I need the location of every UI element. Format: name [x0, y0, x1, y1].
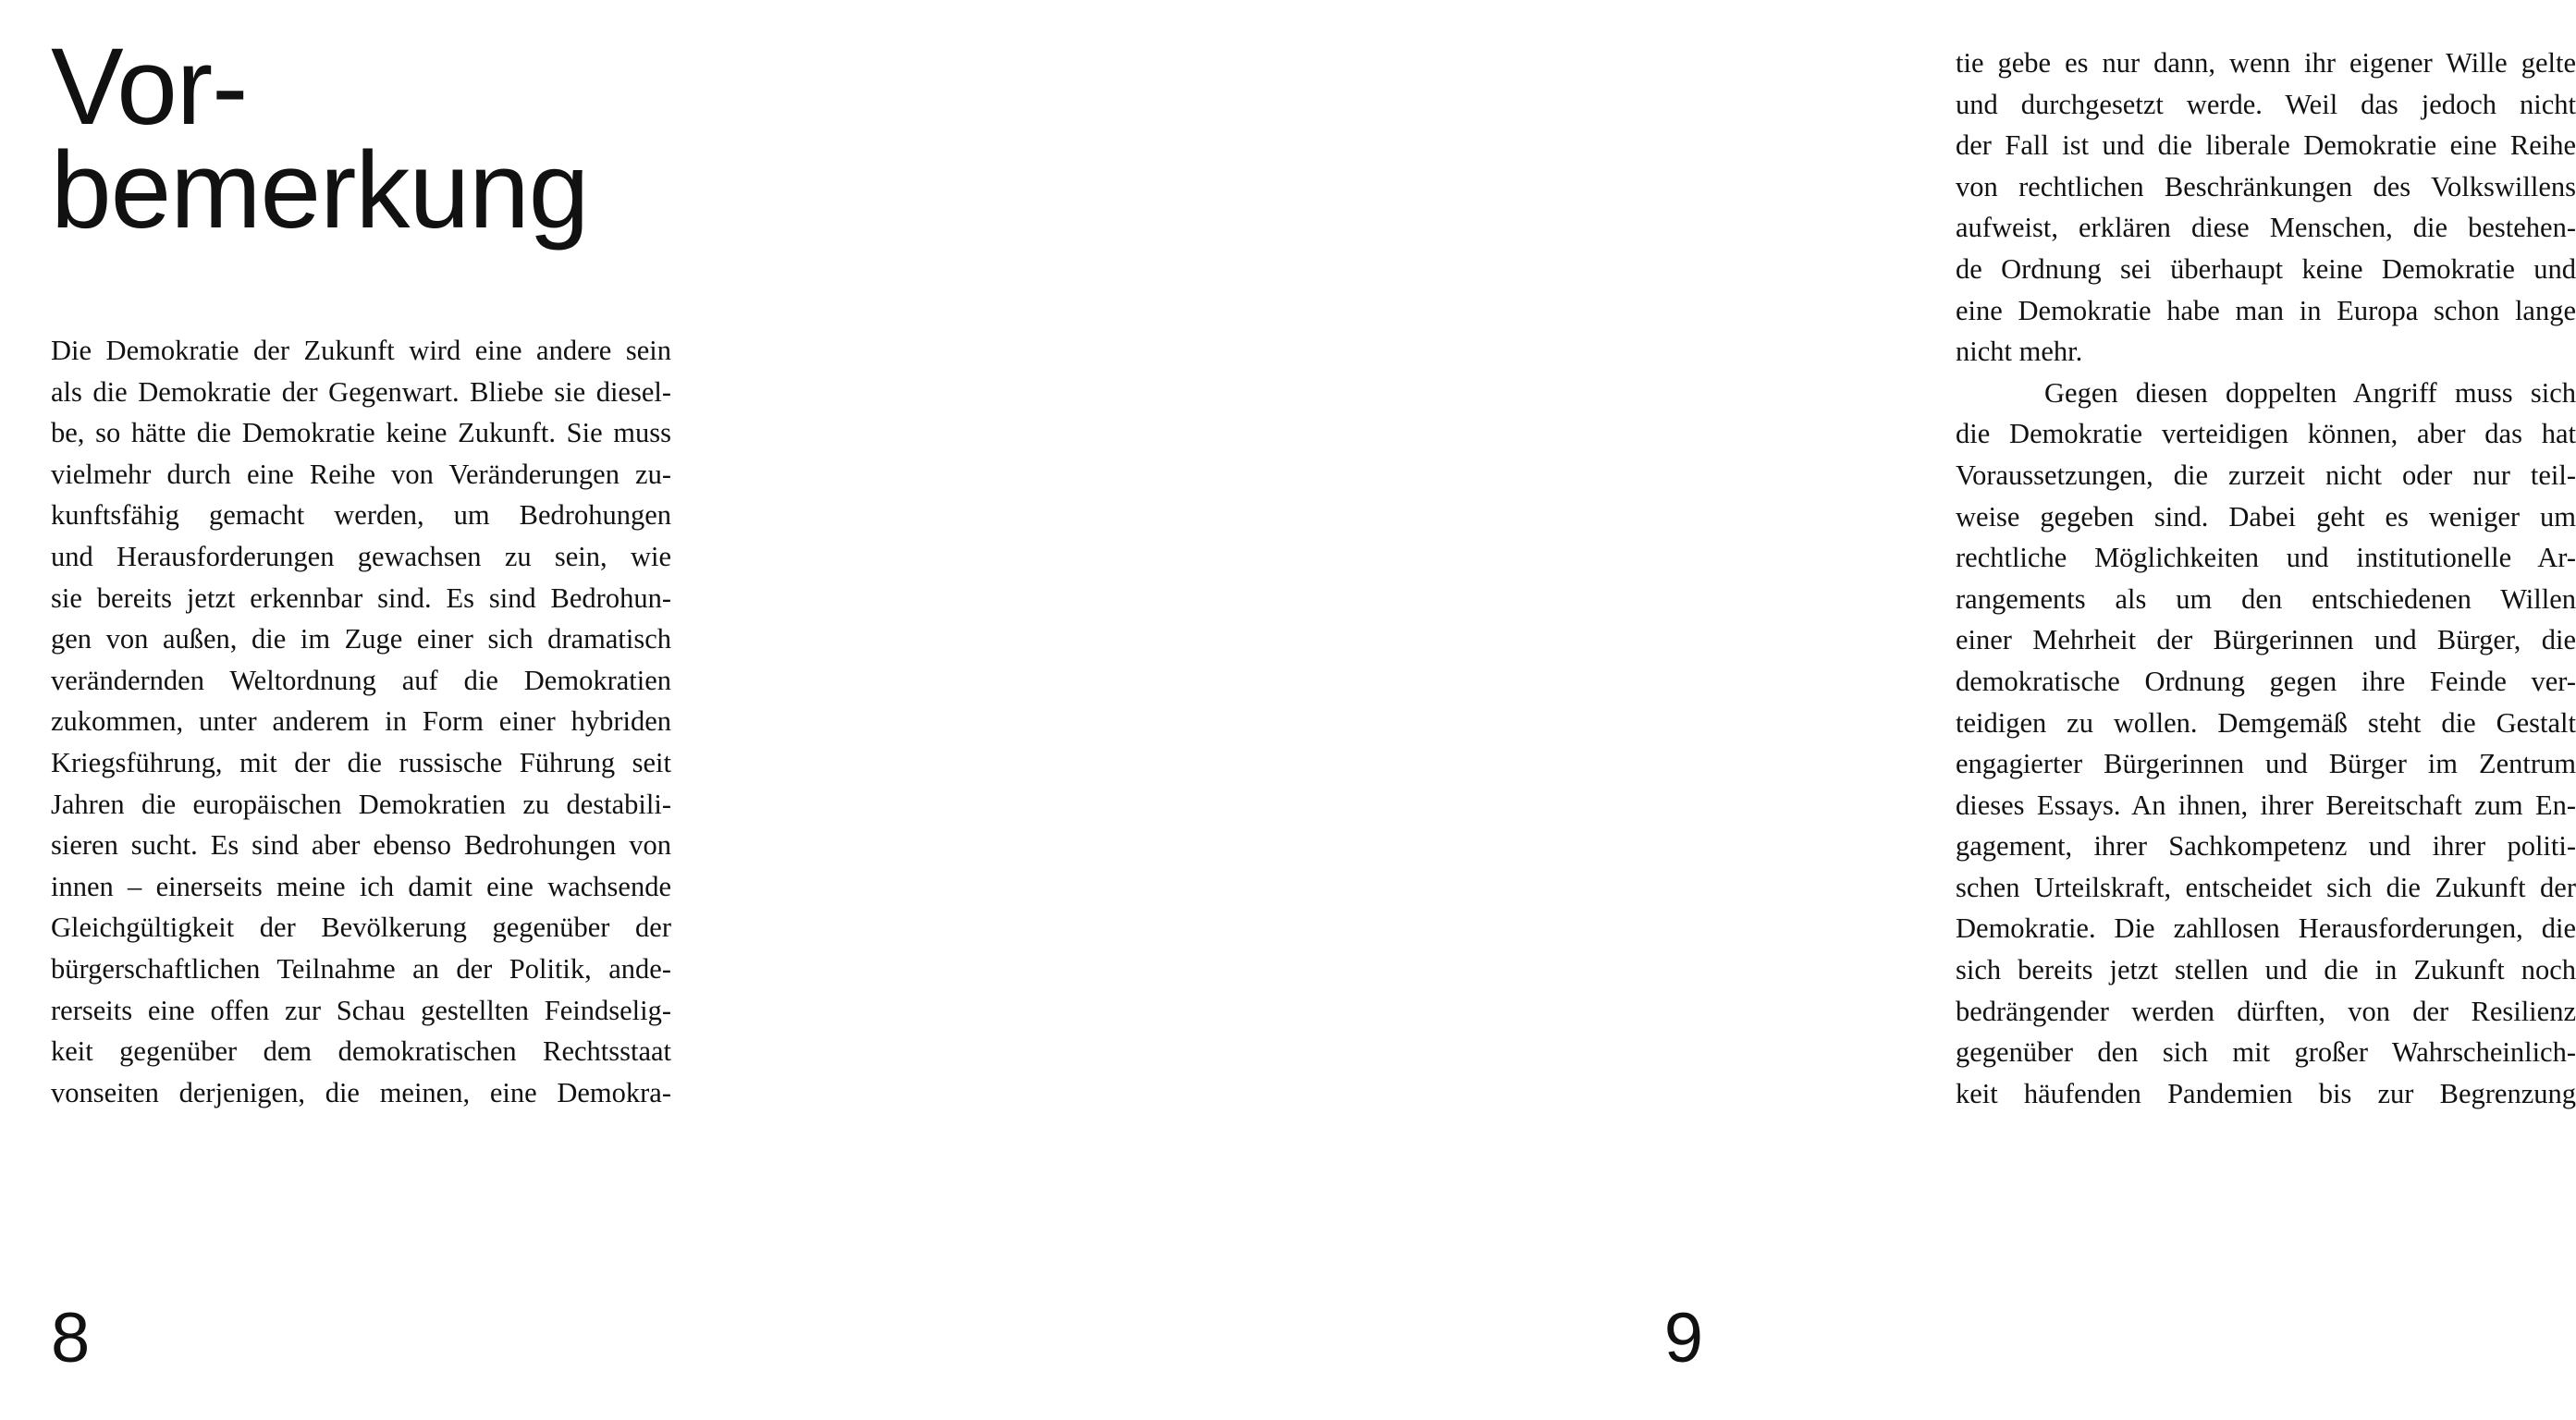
- text-line: Demokratie. Die zahllosen Herausforderungen, die: [1956, 912, 2576, 945]
- left-page: [0, 0, 874, 1420]
- text-line: die Demokratie verteidigen können, aber das hat: [1956, 418, 2576, 450]
- text-line: als die Demokratie der Gegenwart. Bliebe sie diesel-: [51, 375, 671, 408]
- text-line: keit häufenden Pandemien bis zur Begrenzung: [1956, 1077, 2576, 1109]
- text-line: gegenüber den sich mit großer Wahrscheinlich-: [1956, 1036, 2576, 1069]
- text-line: rerseits eine offen zur Schau gestellten Feindselig-: [51, 994, 671, 1026]
- chapter-heading: [51, 26, 589, 251]
- text-line: rangements als um den entschiedenen Willen: [1956, 582, 2576, 615]
- text-line: Gegen diesen doppelten Angriff muss sich: [2044, 376, 2576, 409]
- text-line: be, so hätte die Demokratie keine Zukunft. Sie muss: [51, 417, 671, 449]
- text-line: Gleichgültigkeit der Bevölkerung gegenüber der: [51, 912, 671, 944]
- right-page: [874, 0, 2576, 1420]
- text-line: sie bereits jetzt erkennbar sind. Es sind Bedrohun-: [51, 581, 671, 614]
- text-line: aufweist, erklären diese Menschen, die bestehen-: [1956, 212, 2576, 244]
- text-line: demokratische Ordnung gegen ihre Feinde ver-: [1956, 665, 2576, 697]
- text-line: vielmehr durch eine Reihe von Veränderungen zu-: [51, 458, 671, 490]
- text-line: gagement, ihrer Sachkompetenz und ihrer politi-: [1956, 830, 2576, 863]
- text-line: de Ordnung sei überhaupt keine Demokratie und: [1956, 252, 2576, 285]
- text-line: keit gegenüber dem demokratischen Rechtsstaat: [51, 1035, 671, 1068]
- text-line: engagierter Bürgerinnen und Bürger im Zentrum: [1956, 748, 2576, 780]
- text-line: bürgerschaftlichen Teilnahme an der Politik, ande-: [51, 952, 671, 985]
- page-number-right: 9: [1663, 1299, 1703, 1377]
- text-line: innen – einerseits meine ich damit eine wachsende: [51, 870, 671, 902]
- text-line: schen Urteilskraft, entscheidet sich die Zukunft der: [1956, 871, 2576, 903]
- text-line: gen von außen, die im Zuge einer sich dramatisch: [51, 623, 671, 655]
- text-line: von rechtlichen Beschränkungen des Volkswillens: [1956, 170, 2576, 202]
- text-line: kunftsfähig gemacht werden, um Bedrohungen: [51, 499, 671, 532]
- text-line: einer Mehrheit der Bürgerinnen und Bürger, die: [1956, 624, 2576, 656]
- left-body-paragraph: [51, 330, 671, 1113]
- text-line: Die Demokratie der Zukunft wird eine andere sein: [51, 335, 671, 366]
- text-line: verändernden Weltordnung auf die Demokratien: [51, 664, 671, 696]
- text-line: dieses Essays. An ihnen, ihrer Bereitschaft zum En-: [1956, 789, 2576, 821]
- text-line: tie gebe es nur dann, wenn ihr eigener Wille gelte: [1956, 47, 2576, 79]
- text-line: vonseiten derjenigen, die meinen, eine Demokra-: [51, 1076, 671, 1108]
- page-number-left: 8: [51, 1299, 91, 1377]
- text-line: eine Demokratie habe man in Europa schon lange: [1956, 294, 2576, 326]
- text-line: und Herausforderungen gewachsen zu sein, wie: [51, 540, 671, 572]
- text-line: Voraussetzungen, die zurzeit nicht oder nur teil-: [1956, 459, 2576, 491]
- text-line: sich bereits jetzt stellen und die in Zukunft noch: [1956, 954, 2576, 986]
- text-line: und durchgesetzt werde. Weil das jedoch nicht: [1956, 88, 2576, 120]
- text-line: Jahren die europäischen Demokratien zu destabili-: [51, 788, 671, 820]
- text-line: Kriegsführung, mit der die russische Führung seit: [51, 746, 671, 778]
- text-line: sieren sucht. Es sind aber ebenso Bedrohungen von: [51, 829, 671, 862]
- text-line: bedrängender werden dürften, von der Resilienz: [1956, 995, 2576, 1027]
- text-line: der Fall ist und die liberale Demokratie eine Reihe: [1956, 129, 2576, 162]
- text-line: weise gegeben sind. Dabei geht es weniger um: [1956, 500, 2576, 532]
- right-body-text: [1956, 43, 2576, 1114]
- text-line: teidigen zu wollen. Demgemäß steht die Gestalt: [1956, 706, 2576, 739]
- heading-line-1: Vor-: [51, 26, 248, 148]
- heading-line-2: bemerkung: [51, 129, 589, 251]
- text-line: rechtliche Möglichkeiten und institutionelle Ar-: [1956, 542, 2576, 574]
- text-line: nicht mehr.: [1956, 336, 2083, 368]
- text-line: zukommen, unter anderem in Form einer hybriden: [51, 705, 671, 738]
